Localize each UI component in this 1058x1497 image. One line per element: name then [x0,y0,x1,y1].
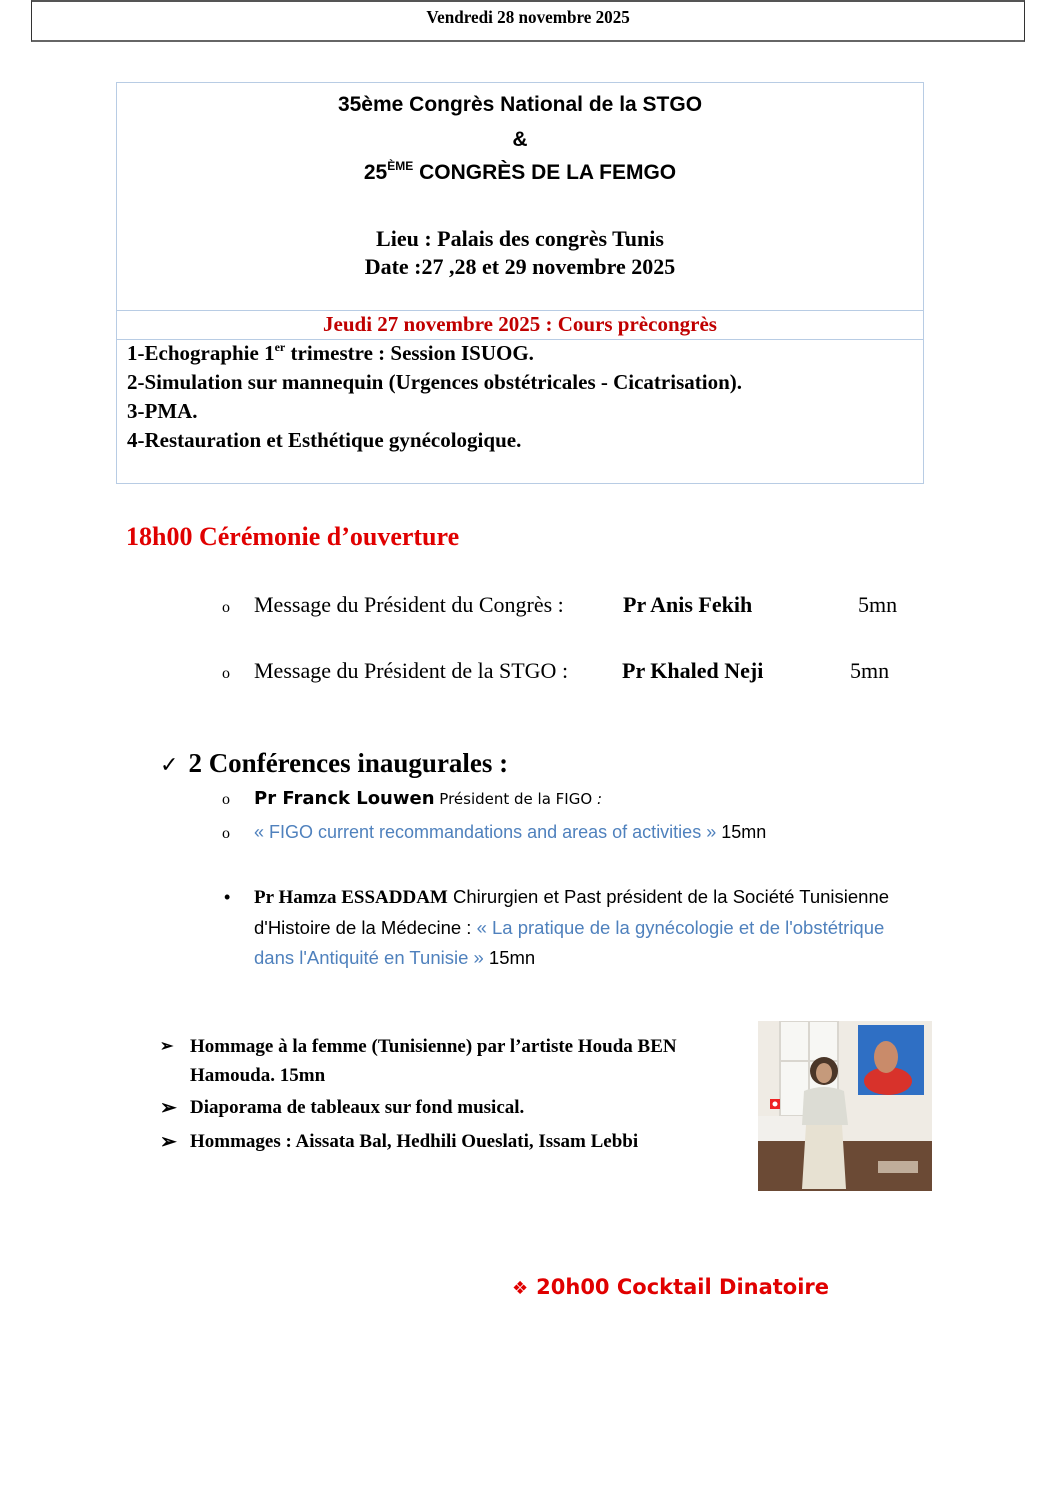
course-item: 3-PMA. [127,399,198,423]
congress-title-stgo: 35ème Congrès National de la STGO [337,93,703,116]
duration: 5mn [858,592,898,617]
talk-title: « La pratique de la gynécologie et de l'obstétrique dans l'Antiquité en Tunisie » [254,917,885,968]
conference-speaker-louwen: o Pr Franck Louwen Président de la FIGO : [222,788,602,809]
congress-venue: Lieu : Palais des congrès Tunis [376,226,664,251]
congress-title-femgo: 25ÈME CONGRÈS DE LA FEMGO [363,159,677,184]
congress-ampersand: & [512,128,528,151]
date-banner [31,0,1025,42]
circle-bullet-icon: o [222,825,230,842]
artist-photo-illustration [758,1021,932,1191]
precongress-heading: Jeudi 27 novembre 2025 : Cours prècongrès [323,312,717,336]
message-label: Message du Président du Congrès : [254,592,564,617]
arrow-bullet-icon: ➢ [160,1131,177,1153]
speaker-role: Président de la FIGO [434,790,597,808]
conferences-heading: ✓ 2 Conférences inaugurales : [160,748,509,778]
congress-dates: Date :27 ,28 et 29 novembre 2025 [364,254,676,279]
cocktail-label: 20h00 Cocktail Dinatoire [536,1275,830,1299]
table-divider [117,310,923,311]
course-item: 2-Simulation sur mannequin (Urgences obstétricales - Cicatrisation). [127,370,742,394]
duration: 5mn [850,658,890,683]
speaker-name: Pr Hamza ESSADDAM [254,887,448,908]
circle-bullet-icon: o [222,791,230,808]
arrow-bullet-icon: ➢ [160,1097,177,1119]
opening-ceremony-title: 18h00 Cérémonie d’ouverture [126,522,460,551]
conference-talk-figo [222,822,766,843]
speaker-name: Pr Khaled Neji [622,658,764,683]
diamond-bullet-icon: ❖ [512,1278,529,1299]
artist-photo [758,1021,932,1191]
course-item: 1-Echographie 1er trimestre : Session ISUOG. [127,340,534,365]
circle-bullet-icon: o [222,599,230,616]
opening-message-item [222,592,898,618]
duration: 15mn [483,947,536,968]
check-icon: ✓ [160,752,179,777]
congress-info-table [116,82,924,484]
message-label: Message du Président de la STGO : [254,658,569,683]
table-divider [117,339,923,340]
arrow-bullet-icon: ➢ [160,1038,174,1055]
circle-bullet-icon: o [222,665,230,682]
duration: 15mn [716,822,767,842]
speaker-role: Chirurgien et Past président de la Société Tunisienne d'Histoire de la Médecine : [254,886,890,938]
talk-title: « FIGO current recommandations and areas of activities » [254,822,717,842]
opening-message-item [222,658,890,684]
date-banner-text: Vendredi 28 novembre 2025 [426,7,630,27]
cocktail-item [512,1275,829,1299]
speaker-name: Pr Franck Louwen [254,788,435,809]
bullet-icon: • [224,887,231,907]
course-item: 4-Restauration et Esthétique gynécologique. [127,428,522,452]
speaker-name: Pr Anis Fekih [623,592,753,617]
